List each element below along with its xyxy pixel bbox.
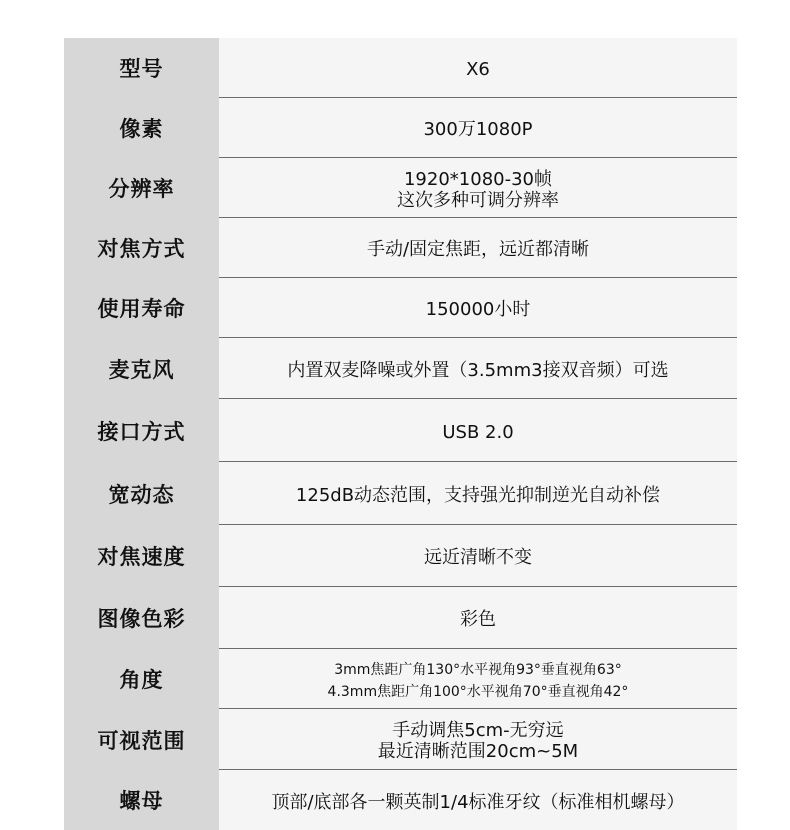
spec-value bbox=[219, 278, 737, 338]
spec-label: 螺母 bbox=[64, 770, 219, 830]
spec-row-model bbox=[64, 38, 737, 98]
spec-value bbox=[219, 770, 737, 830]
spec-value bbox=[219, 38, 737, 98]
spec-label: 型号 bbox=[64, 38, 219, 98]
spec-value bbox=[219, 525, 737, 587]
spec-label: 麦克风 bbox=[64, 338, 219, 399]
spec-value bbox=[219, 587, 737, 649]
spec-value-line: 远近清晰不变 bbox=[424, 547, 532, 568]
spec-value-line: 150000小时 bbox=[425, 299, 531, 320]
spec-value bbox=[219, 399, 737, 462]
spec-row-pixels bbox=[64, 98, 737, 158]
spec-value-line: 125dB动态范围，支持强光抑制逆光自动补偿 bbox=[295, 484, 661, 506]
spec-row-microphone bbox=[64, 338, 737, 399]
spec-value-line: X6 bbox=[466, 59, 490, 80]
spec-row-interface bbox=[64, 399, 737, 462]
spec-label: 接口方式 bbox=[64, 399, 219, 462]
spec-label: 分辨率 bbox=[64, 158, 219, 218]
spec-value bbox=[219, 709, 737, 770]
spec-table bbox=[64, 38, 737, 830]
spec-row-resolution bbox=[64, 158, 737, 218]
spec-value-line: 4.3mm焦距广角100°水平视角70°垂直视角42° bbox=[327, 683, 629, 700]
spec-row-nut bbox=[64, 770, 737, 830]
spec-value-line: 内置双麦降噪或外置（3.5mm3接双音频）可选 bbox=[287, 359, 669, 381]
spec-row-focus-speed bbox=[64, 525, 737, 587]
spec-value bbox=[219, 158, 737, 218]
spec-value-line: 彩色 bbox=[460, 609, 496, 630]
spec-label: 可视范围 bbox=[64, 709, 219, 770]
spec-label: 图像色彩 bbox=[64, 587, 219, 649]
spec-row-angle bbox=[64, 649, 737, 709]
spec-row-lifespan bbox=[64, 278, 737, 338]
spec-row-wide-dynamic-range bbox=[64, 462, 737, 525]
spec-value bbox=[219, 218, 737, 278]
spec-label: 宽动态 bbox=[64, 462, 219, 525]
spec-value-line: 顶部/底部各一颗英制1/4标准牙纹（标准相机螺母） bbox=[271, 791, 685, 813]
spec-value-line: 手动/固定焦距，远近都清晰 bbox=[366, 239, 590, 260]
spec-row-focus-mode bbox=[64, 218, 737, 278]
spec-value-line: 3mm焦距广角130°水平视角93°垂直视角63° bbox=[334, 661, 622, 678]
spec-value-line: 300万1080P bbox=[423, 119, 533, 140]
spec-row-image-color bbox=[64, 587, 737, 649]
spec-value-line: 最近清晰范围20cm~5M bbox=[377, 741, 579, 762]
spec-label: 对焦方式 bbox=[64, 218, 219, 278]
spec-row-visible-range bbox=[64, 709, 737, 770]
spec-value bbox=[219, 98, 737, 158]
spec-label: 角度 bbox=[64, 649, 219, 709]
spec-value-line: USB 2.0 bbox=[442, 421, 514, 443]
spec-value-line: 这次多种可调分辨率 bbox=[397, 189, 559, 211]
spec-label: 像素 bbox=[64, 98, 219, 158]
spec-value-line: 手动调焦5cm-无穷远 bbox=[392, 720, 564, 741]
spec-value bbox=[219, 462, 737, 525]
spec-value bbox=[219, 649, 737, 709]
spec-value-line: 1920*1080-30帧 bbox=[403, 168, 553, 190]
spec-label: 对焦速度 bbox=[64, 525, 219, 587]
spec-label: 使用寿命 bbox=[64, 278, 219, 338]
spec-value bbox=[219, 338, 737, 399]
